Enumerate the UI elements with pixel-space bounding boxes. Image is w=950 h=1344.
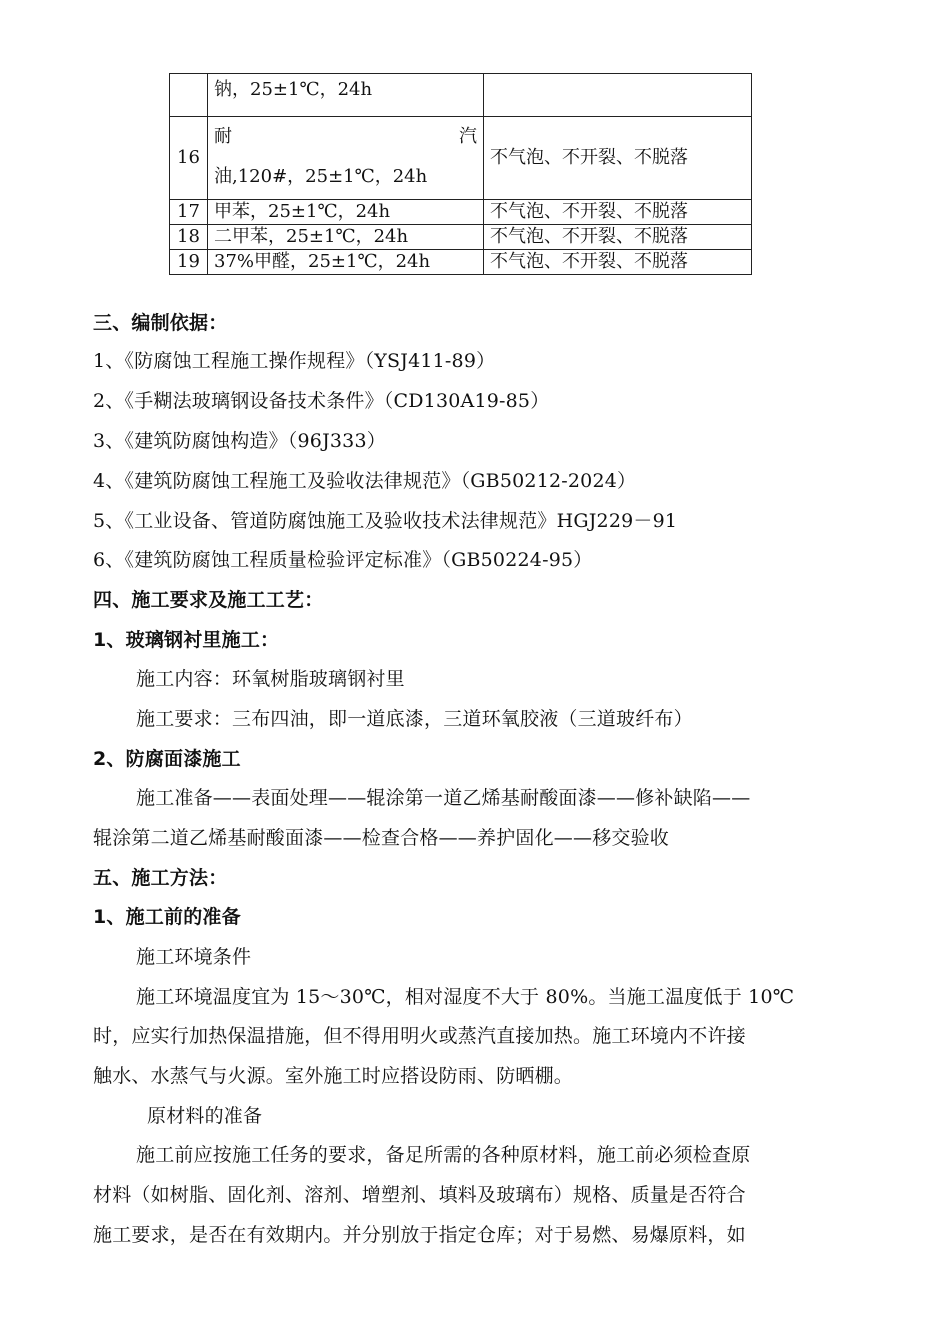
row-number <box>170 74 208 117</box>
paragraph-line: 触水、水蒸气与火源。室外施工时应搭设防雨、防晒棚。 <box>93 1065 574 1087</box>
paragraph-title: 施工环境条件 <box>136 946 252 968</box>
table-row <box>170 117 752 200</box>
medium-part-b: 汽 <box>459 126 477 147</box>
reference-item: 1、《防腐蚀工程施工操作规程》（YSJ411-89） <box>93 350 496 372</box>
section-heading: 四、施工要求及施工工艺： <box>93 589 324 611</box>
reference-item: 4、《建筑防腐蚀工程施工及验收法律规范》（GB50212-2024） <box>93 470 637 492</box>
reference-item: 2、《手糊法玻璃钢设备技术条件》（CD130A19-85） <box>93 390 550 412</box>
medium-part-c: 油,120#，25±1℃，24h <box>214 166 428 187</box>
row-number: 16 <box>170 117 208 200</box>
requirement: 不气泡、不开裂、不脱落 <box>484 200 752 225</box>
table-row <box>170 200 752 225</box>
test-medium: 钠，25±1℃，24h <box>208 74 484 117</box>
test-medium <box>208 117 484 200</box>
section-heading: 五、施工方法： <box>93 867 228 889</box>
row-number: 17 <box>170 200 208 225</box>
paragraph-line: 施工环境温度宜为 15～30℃，相对湿度不大于 80%。当施工温度低于 10℃ <box>136 986 795 1008</box>
requirement <box>484 74 752 117</box>
reference-item: 6、《建筑防腐蚀工程质量检验评定标准》（GB50224-95） <box>93 549 593 571</box>
paragraph-line: 施工前应按施工任务的要求，备足所需的各种原材料，施工前必须检查原 <box>136 1144 751 1166</box>
table-row <box>170 74 752 117</box>
row-number: 18 <box>170 225 208 250</box>
paragraph-title: 原材料的准备 <box>147 1105 263 1127</box>
requirement: 不气泡、不开裂、不脱落 <box>484 117 752 200</box>
resistance-table <box>169 73 752 275</box>
test-medium: 二甲苯，25±1℃，24h <box>208 225 484 250</box>
test-medium: 甲苯，25±1℃，24h <box>208 200 484 225</box>
paragraph-line: 施工内容：环氧树脂玻璃钢衬里 <box>136 668 405 690</box>
subsection-heading: 2、防腐面漆施工 <box>93 748 241 770</box>
paragraph-line: 施工要求：三布四油，即一道底漆，三道环氧胶液（三道玻纤布） <box>136 708 693 730</box>
requirement: 不气泡、不开裂、不脱落 <box>484 225 752 250</box>
table-row <box>170 250 752 275</box>
paragraph-line: 材料（如树脂、固化剂、溶剂、增塑剂、填料及玻璃布）规格、质量是否符合 <box>93 1184 746 1206</box>
requirement: 不气泡、不开裂、不脱落 <box>484 250 752 275</box>
table-row <box>170 225 752 250</box>
section-heading: 三、编制依据： <box>93 312 228 334</box>
subsection-heading: 1、玻璃钢衬里施工： <box>93 629 280 651</box>
medium-part-a: 耐 <box>214 126 232 147</box>
row-number: 19 <box>170 250 208 275</box>
paragraph-line: 施工要求，是否在有效期内。并分别放于指定仓库；对于易燃、易爆原料，如 <box>93 1224 746 1246</box>
reference-item: 3、《建筑防腐蚀构造》（96J333） <box>93 430 386 452</box>
subsection-heading: 1、施工前的准备 <box>93 906 241 928</box>
test-medium: 37%甲醛，25±1℃，24h <box>208 250 484 275</box>
paragraph-line: 时，应实行加热保温措施，但不得用明火或蒸汽直接加热。施工环境内不许接 <box>93 1025 746 1047</box>
paragraph-line: 辊涂第二道乙烯基耐酸面漆——检查合格——养护固化——移交验收 <box>93 827 670 849</box>
paragraph-line: 施工准备——表面处理——辊涂第一道乙烯基耐酸面漆——修补缺陷—— <box>136 787 751 809</box>
reference-item: 5、《工业设备、管道防腐蚀施工及验收技术法律规范》HGJ229－91 <box>93 510 678 532</box>
